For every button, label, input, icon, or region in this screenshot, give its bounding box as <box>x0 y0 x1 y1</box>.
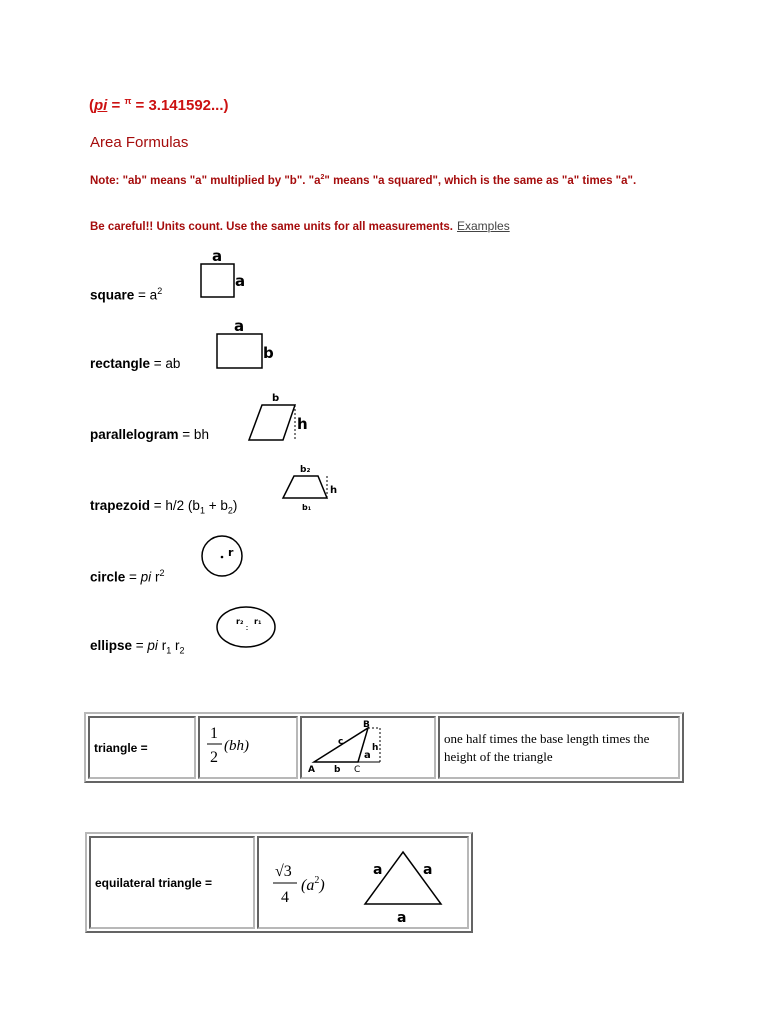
pi-equals: = <box>107 97 125 114</box>
parallelogram-label: parallelogram <box>90 427 179 442</box>
note-text-2: " means "a squared", which is the same as "a" times "a". <box>324 174 637 187</box>
careful-warning <box>90 219 510 233</box>
triangle-figure <box>306 718 426 772</box>
note-text-1: Note: "ab" means "a" multiplied by "b". "a <box>90 174 321 187</box>
careful-text: Be careful!! Units count. Use the same units for all measurements. <box>90 221 453 233</box>
circle-expr: = <box>125 569 141 585</box>
equilateral-row <box>89 836 469 929</box>
triangle-side-c: c <box>338 737 344 747</box>
parallelogram-side-label: h <box>297 415 308 433</box>
rectangle-side-label: b <box>263 344 274 362</box>
triangle-frac-num: 1 <box>210 725 218 742</box>
rectangle-label: rectangle <box>90 356 151 371</box>
equilateral-table <box>85 832 473 933</box>
circle-sup: 2 <box>159 568 165 578</box>
trapezoid-formula <box>90 498 237 516</box>
ellipse-formula <box>90 638 184 656</box>
ellipse-sub-1: 1 <box>166 645 172 656</box>
ellipse-r1: r <box>157 638 167 653</box>
square-figure <box>198 248 258 304</box>
triangle-side-a: a <box>364 750 371 761</box>
note-paragraph <box>90 170 680 189</box>
ellipse-figure <box>214 604 284 654</box>
square-formula <box>90 286 162 303</box>
equilateral-left-label: a <box>373 862 383 878</box>
triangle-height-h: h <box>372 743 379 753</box>
circle-figure <box>200 532 250 582</box>
triangle-formula-svg <box>204 720 284 770</box>
triangle-label-cell <box>88 716 196 779</box>
parallelogram-shape <box>249 405 295 440</box>
triangle-figure-cell <box>300 716 436 779</box>
triangle-vertex-C: C <box>354 765 361 772</box>
pi-value: = 3.141592...) <box>131 97 229 114</box>
ellipse-label-2: r₁ <box>254 617 262 626</box>
equilateral-formula-cell <box>257 836 469 929</box>
equilateral-frac-sup: 2 <box>314 875 320 886</box>
equilateral-frac-num: √3 <box>275 863 292 880</box>
triangle-side-b: b <box>334 765 341 772</box>
equilateral-bottom-label: a <box>397 910 407 922</box>
pi-word-link[interactable]: pi <box>94 97 108 114</box>
note-superscript: 2 <box>320 174 325 181</box>
rectangle-figure <box>214 318 284 374</box>
circle-radius-label: r <box>228 546 234 559</box>
parallelogram-formula <box>90 427 209 442</box>
pi-open-paren: ( <box>89 97 94 114</box>
ellipse-pi: pi <box>147 638 158 653</box>
equilateral-label-cell <box>89 836 255 929</box>
triangle-description-cell <box>438 716 680 779</box>
square-side-label: a <box>235 272 246 290</box>
square-label: square <box>90 287 135 303</box>
parallelogram-expr: = bh <box>178 427 209 442</box>
trapezoid-shape <box>283 476 327 498</box>
triangle-description: one half times the base length times the height of the triangle <box>444 730 650 764</box>
square-expr: = a <box>134 287 158 303</box>
square-sup: 2 <box>157 286 163 296</box>
ellipse-label-1: r₂ <box>236 617 244 626</box>
ellipse-label: ellipse <box>90 638 133 653</box>
triangle-frac-expr: (bh) <box>224 738 249 754</box>
trapezoid-top-label: b₂ <box>300 465 311 475</box>
triangle-label: triangle = <box>94 740 148 755</box>
circle-pi: pi <box>140 569 152 585</box>
equilateral-shape <box>365 852 441 904</box>
rectangle-shape <box>217 334 262 368</box>
circle-label: circle <box>90 569 126 585</box>
equilateral-frac-close: ) <box>319 877 325 894</box>
circle-r: r <box>151 569 160 585</box>
trapezoid-figure <box>280 460 350 516</box>
triangle-formula-cell <box>198 716 298 779</box>
pi-definition <box>89 96 229 114</box>
rectangle-top-label: a <box>234 317 245 335</box>
trapezoid-side-label: h <box>330 485 338 496</box>
ellipse-sub-2: 2 <box>179 645 185 656</box>
trapezoid-expr-1: = h/2 (b <box>150 498 200 513</box>
circle-formula <box>90 568 164 585</box>
equilateral-frac-den: 4 <box>281 889 289 906</box>
equilateral-frac-open: (a <box>301 877 315 894</box>
trapezoid-sub-2: 2 <box>227 505 233 516</box>
ellipse-r2: r <box>171 638 180 653</box>
ellipse-expr: = <box>132 638 148 653</box>
triangle-frac-den: 2 <box>210 749 218 766</box>
rectangle-formula <box>90 356 180 371</box>
triangle-row <box>88 716 680 779</box>
rectangle-expr: = ab <box>150 356 181 371</box>
ellipse-shape <box>217 607 275 647</box>
triangle-vertex-A: A <box>308 765 315 772</box>
parallelogram-top-label: b <box>272 393 280 404</box>
trapezoid-bottom-label: b₁ <box>302 503 312 512</box>
pi-symbol: π <box>124 96 132 106</box>
triangle-table <box>84 712 684 783</box>
square-top-label: a <box>212 247 223 265</box>
equilateral-label: equilateral triangle = <box>95 875 213 890</box>
parallelogram-figure <box>244 390 314 446</box>
equilateral-figure <box>263 838 463 922</box>
circle-center-dot <box>221 556 224 559</box>
triangle-vertex-B: B <box>363 720 370 730</box>
trapezoid-expr-3: ) <box>232 498 238 513</box>
square-shape <box>201 264 234 297</box>
trapezoid-expr-2: + b <box>204 498 228 513</box>
trapezoid-label: trapezoid <box>90 498 151 513</box>
page-title: Area Formulas <box>90 134 189 151</box>
equilateral-right-label: a <box>423 862 433 878</box>
trapezoid-sub-1: 1 <box>199 505 205 516</box>
equilateral-frac-expr <box>301 875 325 894</box>
examples-link[interactable]: Examples <box>457 219 510 233</box>
